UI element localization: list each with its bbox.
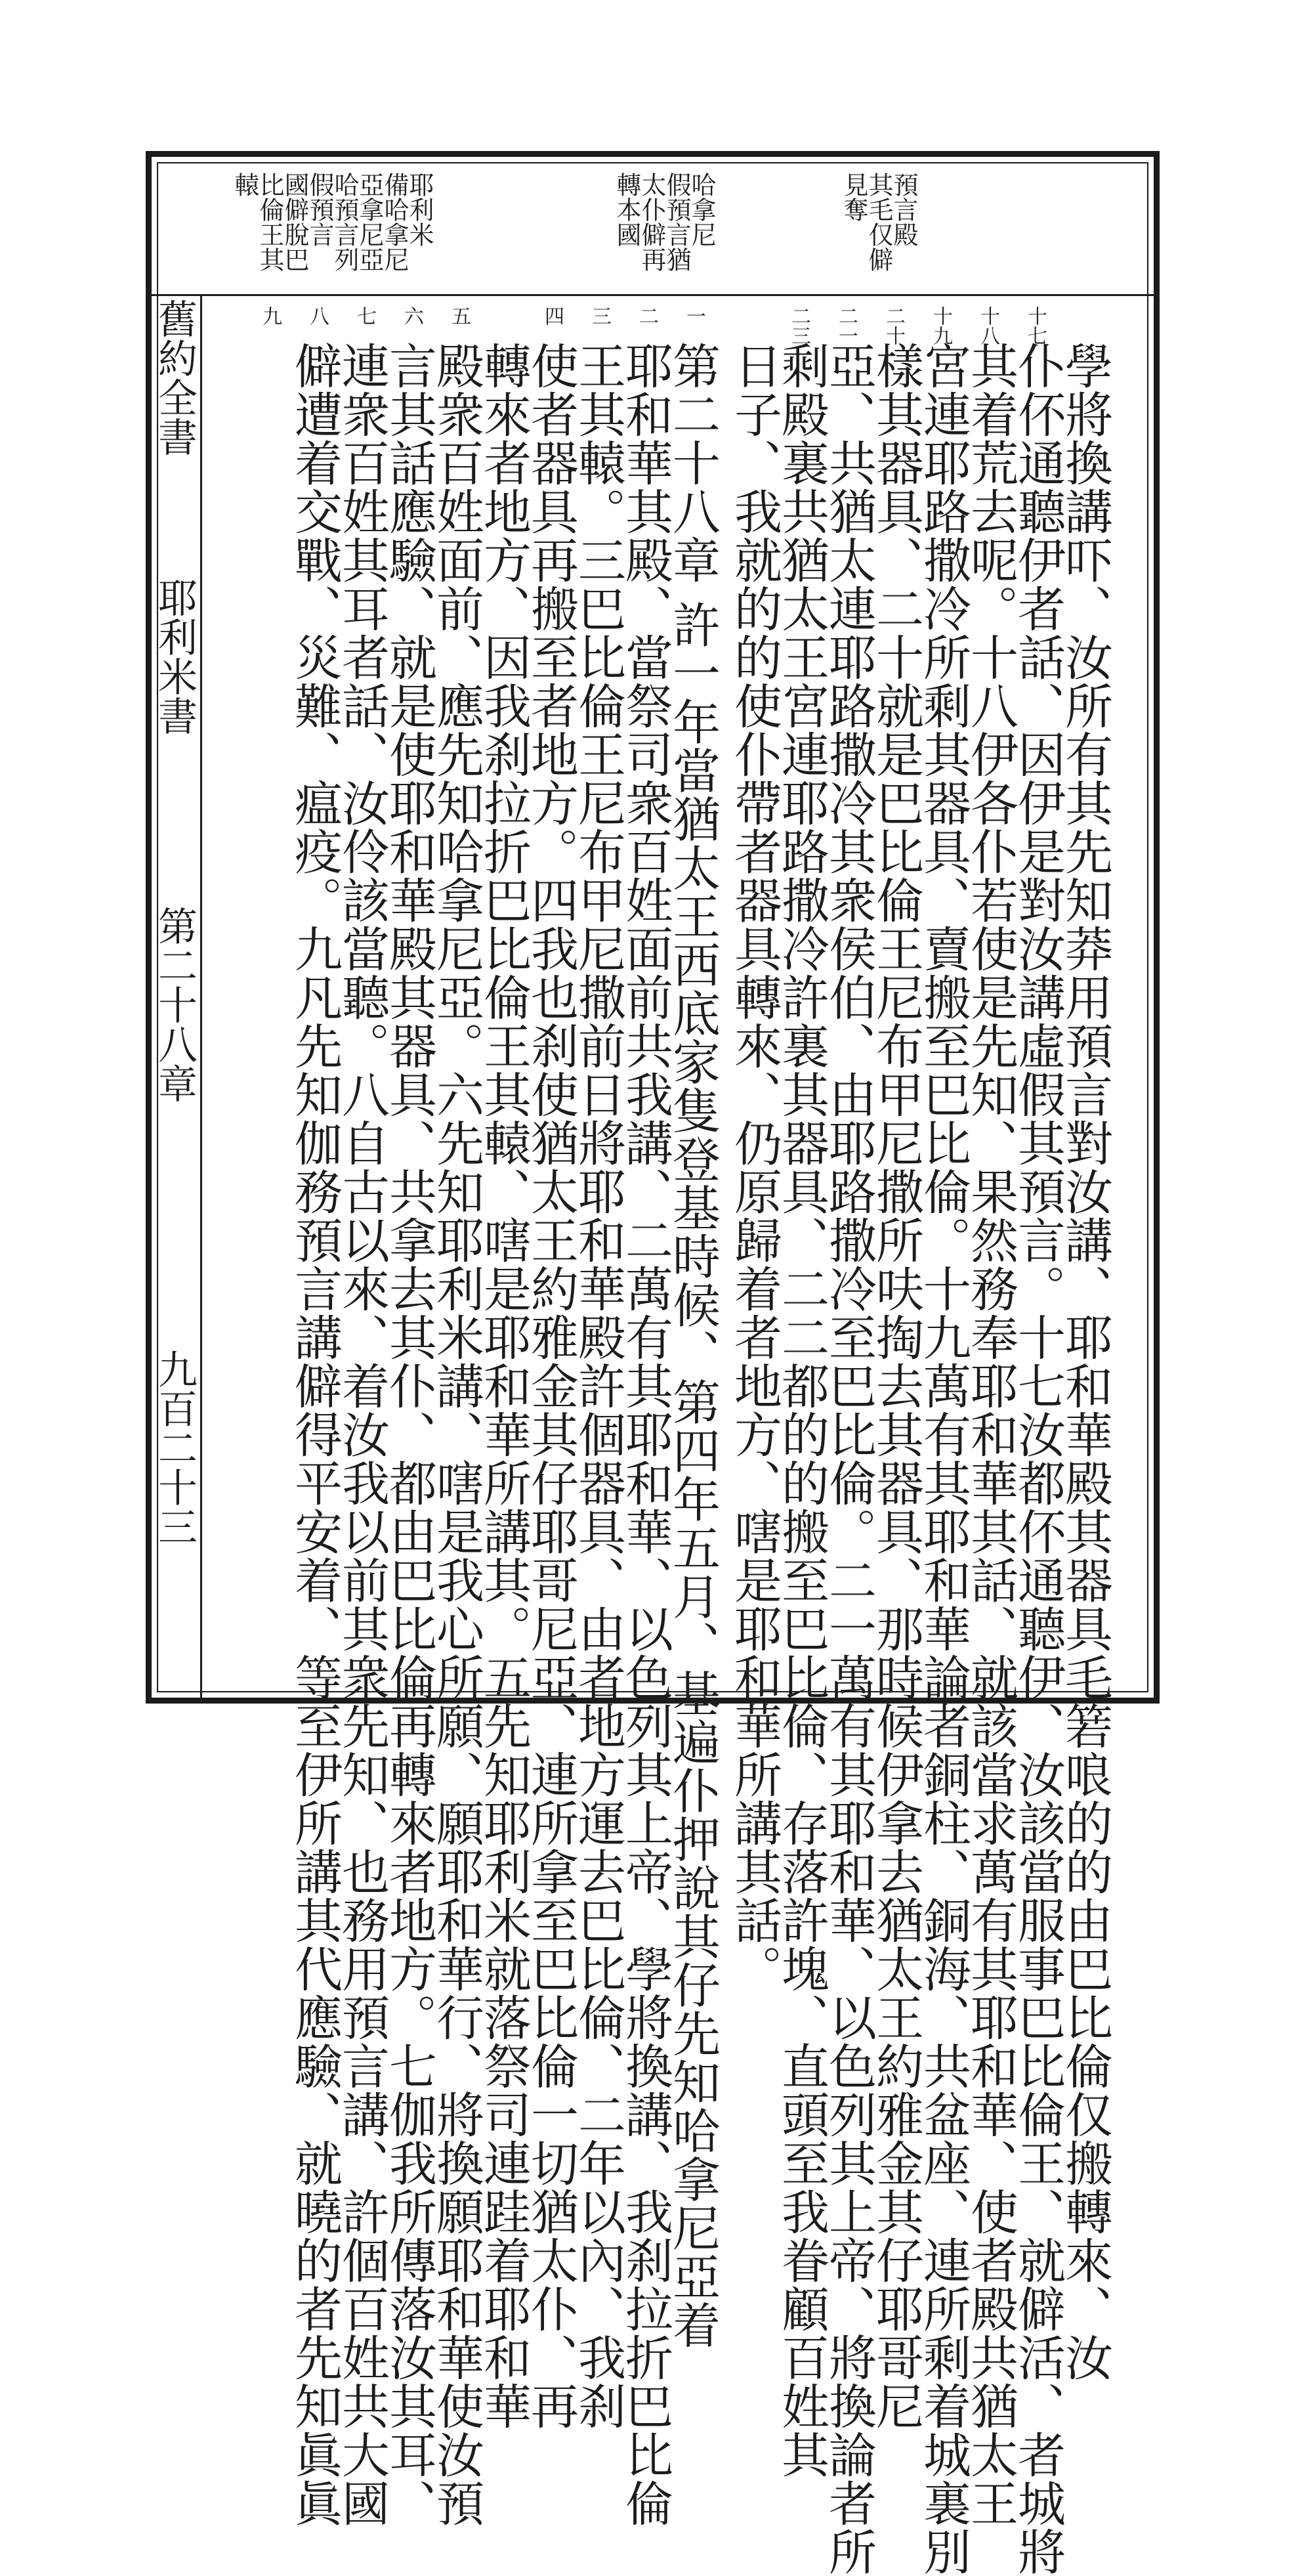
text-column: 王其轅。三巴比倫王尼布甲尼撒前日將耶和華殿許個器具、由者地方運去巴比倫、二年以內、我刹 xyxy=(570,341,625,2430)
page-number: 九百二十三 xyxy=(152,1349,198,1546)
verse-number: 十八 xyxy=(976,306,999,345)
text-column: 宮連耶路撒冷所剩其器具、賣搬至巴比倫。十九萬有其耶和華論者銅柱、銅海、共盆座、連所剩着城裏別 xyxy=(915,341,971,2576)
note-column: 奪 xyxy=(839,197,868,222)
text-column: 學將換講吓、汝所有其先知莽用預言對汝講、耶和華殿其器具毛箬哴的的由巴比倫仅搬轉來、汝 xyxy=(1057,341,1112,2382)
note-column: 見 xyxy=(839,172,868,197)
verse-number: 五 xyxy=(448,306,471,326)
note-column: 僻 xyxy=(864,247,893,272)
note-column: 預言殿 xyxy=(889,172,918,247)
note-column: 轅 xyxy=(230,172,259,197)
note-column: 哈拿尼 xyxy=(687,172,716,247)
verse-number: 十七 xyxy=(1024,306,1047,345)
verse-number: 三 xyxy=(588,306,611,326)
verse-number: 一 xyxy=(682,306,705,326)
verse-number: 二十 xyxy=(882,306,905,345)
note-column: 仅 xyxy=(864,222,893,247)
note-column: 比倫王其 xyxy=(255,172,284,272)
verse-number: 七 xyxy=(353,306,376,326)
notes-divider xyxy=(146,294,1160,296)
note-column: 其毛 xyxy=(864,172,893,222)
verse-number: 二一 xyxy=(835,306,858,345)
chapter-start-column: 第二十八章 許一年當猶太王西底家隻登基時候、第四年五月、基遍仆押說其仔先知哈拿尼亞着 xyxy=(664,341,720,2350)
text-column: 剩殿裏共猶太王宮連耶路撒冷許裏其器具、二二都的的搬至巴比倫、存落許塊、直頭至我眷顧百姓其 xyxy=(773,341,829,2479)
note-column: 假預言猶 xyxy=(662,172,691,272)
text-column: 連衆百姓其耳者話、汝伶該當聽。八自古以來、着汝我以前其衆先知、也務用預言講、許個百姓共大國 xyxy=(333,341,389,2527)
text-column: 使者器具再搬至者地方。四我也刹使猶太王約雅金其仔耶哥尼亞、連所拿至巴比倫一切猶太仆、再 xyxy=(522,341,578,2430)
text-column: 日子、我就的的使仆帶者器具轉來、仍原歸着者地方、嗐是耶和華所講其話。 xyxy=(726,341,782,1993)
text-column: 亞、共猶太連耶路撒冷其衆侯伯、由耶路撒冷至巴比倫。二一萬有其耶和華、以色列其上帝、將換論者所 xyxy=(820,341,876,2576)
note-column: 亞拿尼亞 xyxy=(355,172,384,272)
note-column: 太仆僻再 xyxy=(637,172,666,272)
verse-number: 十九 xyxy=(929,306,952,345)
note-column: 轉本國 xyxy=(612,172,641,247)
verse-number: 二 xyxy=(635,306,658,326)
text-column: 樣其器具、二十就是巴比倫王尼布甲尼撒所呋掏去其器具、那時候伊拿去猶太王約雅金其仔耶哥尼 xyxy=(868,341,923,2430)
chapter-book-title: 耶利米書 xyxy=(152,578,198,735)
running-header-divider xyxy=(200,294,202,1704)
book-title: 舊約全書 xyxy=(152,299,198,456)
note-column: 假預言 xyxy=(305,172,334,247)
chapter-heading: 第二十八章 xyxy=(152,906,198,1103)
text-column: 言其話應驗、就是使耶和華殿其器具、共拿去其仆、都由巴比倫再轉來者地方。七伽我所傳落汝其耳、 xyxy=(381,341,436,2527)
note-column: 哈預言列 xyxy=(330,172,359,272)
verse-number: 四 xyxy=(541,306,564,326)
note-column: 國僻脫巴 xyxy=(280,172,309,272)
note-column: 備哈拿尼 xyxy=(380,172,409,272)
text-column: 仆伓通聽伊者話、因伊是對汝講虛假其預言。十七汝都伓通聽伊、汝該當服事巴比倫王、就僻活、者城將 xyxy=(1009,341,1065,2576)
text-column: 其着荒去呢。十八伊各仆若使是先知、果然務奉耶和華其話、就該當求萬有其耶和華、使者殿共猶太王 xyxy=(962,341,1018,2527)
text-column: 殿衆百姓面前、應先知哈拿尼亞。六先知耶利米講、嗐是我心所願、願耶和華行、將換願耶和華使汝預 xyxy=(428,341,484,2527)
note-column: 耶利米 xyxy=(405,172,434,247)
verse-number: 九 xyxy=(259,306,282,326)
text-column: 耶和華其殿、當祭司衆百姓面前共我講、二萬有其耶和華、以色列其上帝、學將換講、我刹拉折巴比倫 xyxy=(617,341,673,2527)
verse-number: 八 xyxy=(306,306,329,326)
verse-number: 二三 xyxy=(788,306,810,345)
verse-number: 六 xyxy=(400,306,423,326)
text-column: 轉來者地方、因我刹拉折巴比倫王其轅、嗐是耶和華所講其。五先知耶利米就落祭司連跬着耶和華 xyxy=(475,341,531,2430)
text-column: 僻遭着交戰、災難、瘟疫。九凡先知伽務預言講僻得平安着、等至伊所講其代應驗、就曉的者先知眞眞 xyxy=(286,341,342,2527)
